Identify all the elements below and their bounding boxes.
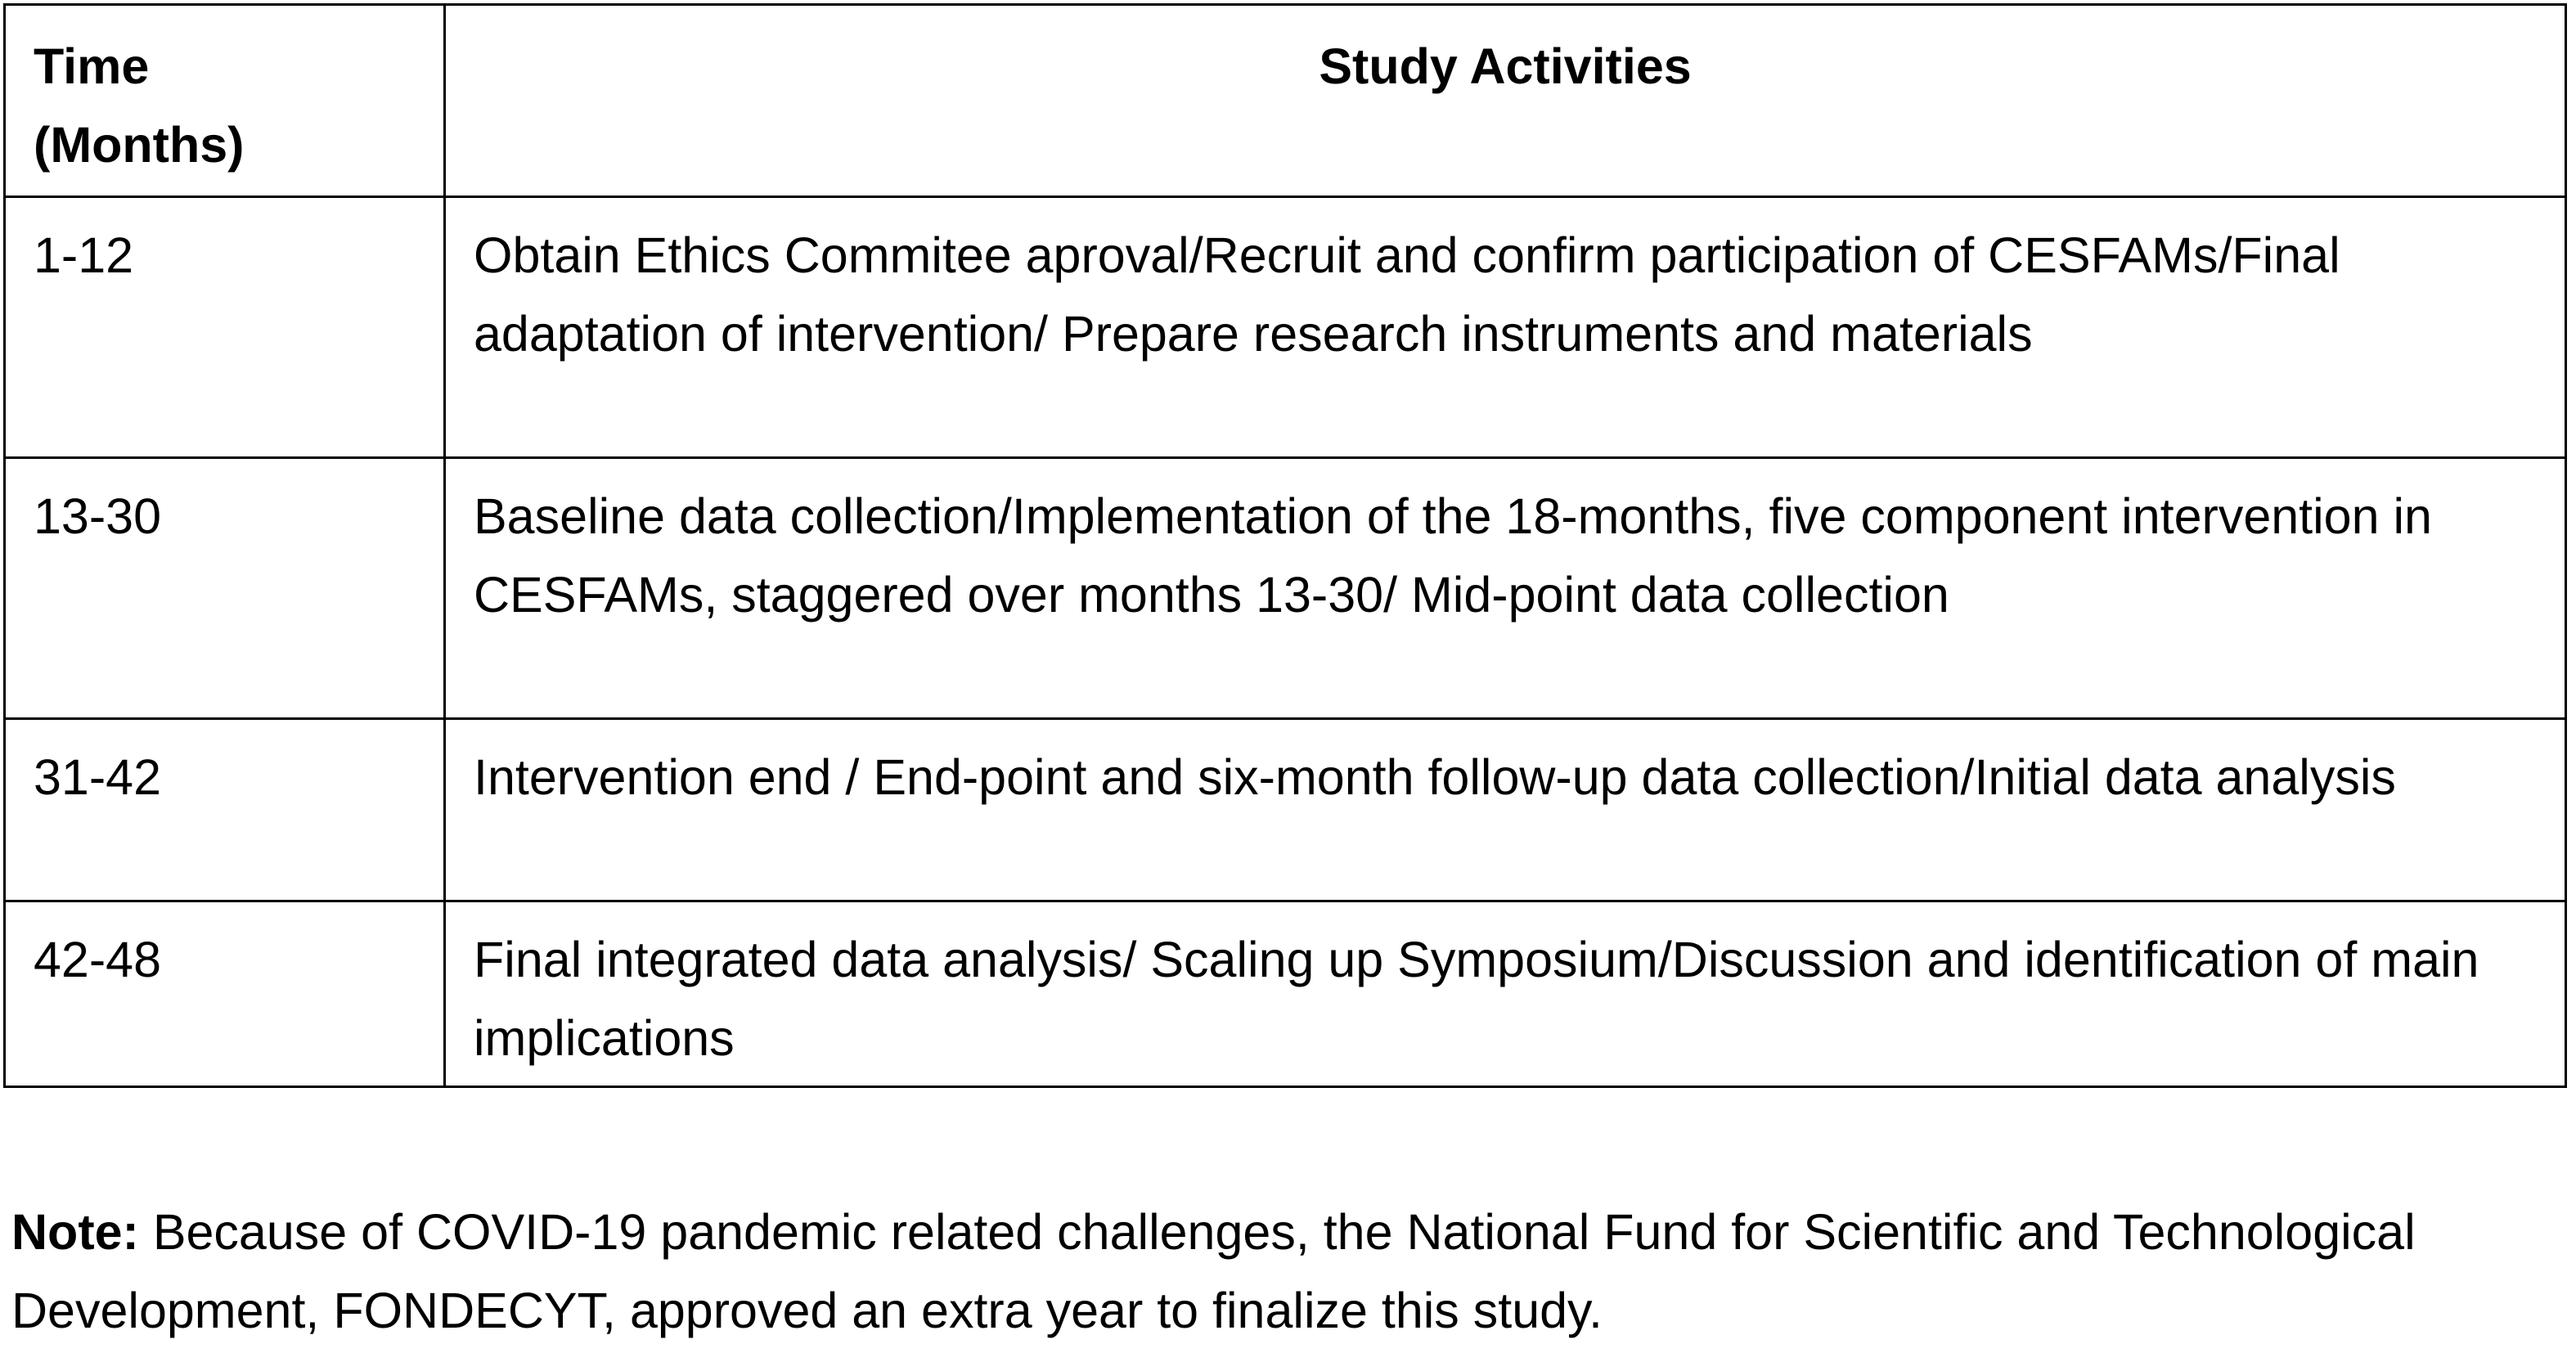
table-header-row (5, 5, 2566, 197)
note-label: Note: (11, 1204, 139, 1260)
table-row (5, 197, 2566, 458)
row-activities: Obtain Ethics Commitee aproval/Recruit and confirm participation of CESFAMs/Final adaptation of intervention/ Prepare research instruments and materials (445, 197, 2566, 458)
header-time-line1: Time (34, 38, 150, 94)
table-row (5, 901, 2566, 1087)
header-study-activities: Study Activities (445, 5, 2566, 197)
row-time: 1-12 (5, 197, 445, 458)
note-text: Because of COVID-19 pandemic related challenges, the National Fund for Scientific and Technological Development, FONDECYT, approved an extra year to finalize this study. (11, 1204, 2416, 1338)
row-time: 31-42 (5, 719, 445, 901)
header-time-line2: (Months) (34, 117, 245, 173)
row-activities: Intervention end / End-point and six-month follow-up data collection/Initial data analysis (445, 719, 2566, 901)
row-time: 42-48 (5, 901, 445, 1087)
row-activities: Baseline data collection/Implementation of the 18-months, five component intervention in CESFAMs, staggered over months 13-30/ Mid-point data collection (445, 458, 2566, 719)
footnote (11, 1193, 2564, 1350)
table-row (5, 458, 2566, 719)
row-time: 13-30 (5, 458, 445, 719)
study-timeline-table (3, 3, 2567, 1088)
header-time (5, 5, 445, 197)
table-row (5, 719, 2566, 901)
row-activities: Final integrated data analysis/ Scaling up Symposium/Discussion and identification of main implications (445, 901, 2566, 1087)
